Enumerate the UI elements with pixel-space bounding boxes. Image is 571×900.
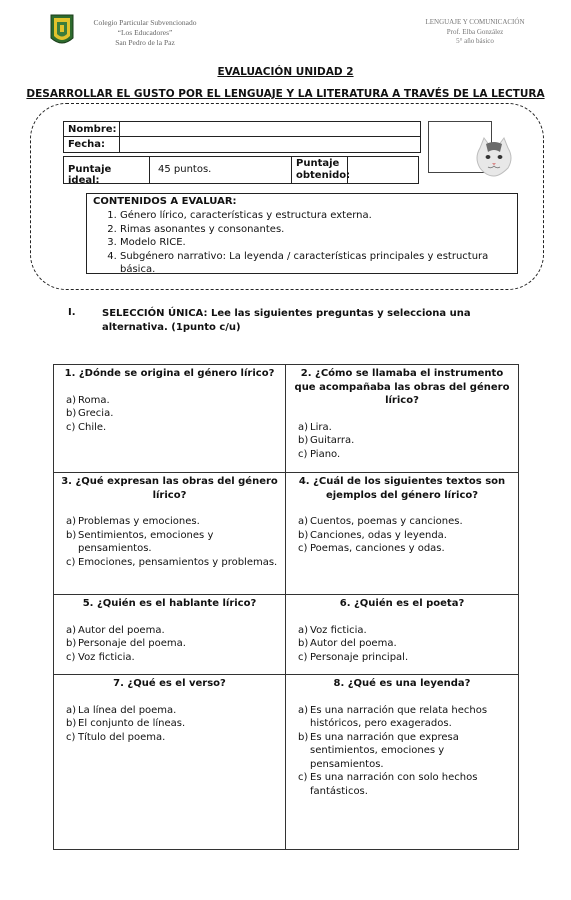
- name-row: [64, 122, 420, 137]
- option-text: Título del poema.: [78, 731, 166, 743]
- question-cell: [286, 365, 518, 473]
- question-cell: [54, 365, 286, 473]
- option-item: [60, 529, 279, 556]
- option-letter: c): [298, 651, 308, 663]
- option-text: Emociones, pensamientos y problemas.: [78, 556, 278, 568]
- option-letter: a): [298, 421, 309, 433]
- option-letter: b): [298, 435, 309, 446]
- option-text: El conjunto de líneas.: [78, 718, 186, 729]
- section-instructions: SELECCIÓN ÚNICA: Lee las siguientes preguntas y selecciona una alternativa. (1punto c/u): [102, 308, 471, 333]
- option-item: [292, 542, 512, 556]
- option-letter: b): [298, 731, 309, 743]
- question-cell: [286, 473, 518, 595]
- option-letter: c): [298, 543, 308, 554]
- questions-table: [53, 364, 519, 850]
- option-item: [60, 731, 279, 745]
- option-letter: a): [298, 704, 309, 716]
- question-text: 7. ¿Qué es el verso?: [113, 678, 226, 689]
- ideal-score-label: Puntaje ideal:: [64, 157, 150, 183]
- option-item: [60, 394, 279, 408]
- teacher-line: Prof. Elba González: [446, 27, 504, 36]
- option-item: [292, 704, 512, 731]
- option-letter: a): [66, 704, 77, 716]
- option-item: [292, 731, 512, 772]
- contents-list: [87, 209, 517, 277]
- option-item: [292, 651, 512, 665]
- date-label: Fecha:: [64, 137, 120, 152]
- page-subtitle: DESARROLLAR EL GUSTO POR EL LENGUAJE Y LA LITERATURA A TRAVÉS DE LA LECTURA: [26, 88, 545, 100]
- option-text: Autor del poema.: [310, 638, 397, 649]
- option-item: [292, 515, 512, 529]
- option-item: [60, 704, 279, 718]
- option-text: Autor del poema.: [78, 624, 165, 636]
- option-item: [292, 624, 512, 638]
- option-text: La línea del poema.: [78, 704, 177, 716]
- option-item: [292, 529, 512, 543]
- options-list: [60, 624, 279, 665]
- contents-title: CONTENIDOS A EVALUAR:: [93, 196, 237, 207]
- option-letter: c): [66, 731, 76, 743]
- option-text: Guitarra.: [310, 435, 355, 446]
- option-text: Personaje principal.: [310, 651, 409, 663]
- school-crest-icon: [50, 14, 74, 48]
- school-name: [80, 18, 210, 48]
- option-letter: b): [66, 408, 77, 419]
- question-text: 3. ¿Qué expresan las obras del género lírico?: [61, 476, 278, 501]
- option-text: Roma.: [78, 394, 110, 406]
- option-text: Cuentos, poemas y canciones.: [310, 516, 463, 527]
- name-date-table: [63, 121, 421, 153]
- options-list: [60, 394, 279, 435]
- contents-box: [86, 193, 518, 274]
- question-cell: [54, 595, 286, 675]
- options-list: [292, 624, 512, 665]
- option-letter: a): [298, 624, 309, 636]
- question-text: 4. ¿Cuál de los siguientes textos son ejemplos del género lírico?: [298, 476, 506, 501]
- option-letter: b): [66, 638, 77, 649]
- option-text: Chile.: [78, 421, 107, 433]
- options-list: [292, 515, 512, 556]
- option-item: [60, 407, 279, 421]
- school-line: “Los Educadores”: [117, 28, 173, 37]
- option-text: Lira.: [310, 421, 332, 433]
- option-letter: c): [298, 772, 308, 783]
- question-cell: [286, 675, 518, 849]
- subject-header: [410, 18, 540, 47]
- obtained-score-label: Puntaje obtenido:: [292, 157, 348, 183]
- grade-line: 5° año básico: [456, 37, 494, 45]
- option-item: [292, 448, 512, 462]
- option-item: [60, 421, 279, 435]
- option-item: [60, 637, 279, 651]
- option-text: Grecia.: [78, 408, 114, 419]
- subject-line: LENGUAJE Y COMUNICACIÓN: [425, 18, 525, 26]
- option-letter: c): [66, 556, 76, 568]
- option-text: Piano.: [310, 448, 341, 460]
- page-title: EVALUACIÓN UNIDAD 2: [217, 66, 354, 78]
- section-number: I.: [68, 307, 76, 318]
- question-text: 8. ¿Qué es una leyenda?: [333, 678, 471, 689]
- option-text: Canciones, odas y leyenda.: [310, 529, 447, 541]
- ideal-score-value: 45 puntos.: [150, 157, 292, 183]
- option-item: [60, 624, 279, 638]
- option-letter: a): [66, 516, 77, 527]
- option-letter: a): [298, 516, 309, 527]
- option-item: [292, 637, 512, 651]
- option-text: Poemas, canciones y odas.: [310, 543, 445, 554]
- options-list: [60, 515, 279, 569]
- contents-item: 4. Subgénero narrativo: La leyenda / características principales y estructura básica.: [120, 250, 517, 277]
- option-text: Es una narración que relata hechos históricos, pero exagerados.: [310, 704, 488, 729]
- option-text: Es una narración que expresa sentimientos, emociones y pensamientos.: [310, 731, 459, 770]
- date-row: [64, 137, 420, 152]
- option-item: [60, 556, 279, 570]
- question-text: 5. ¿Quién es el hablante lírico?: [82, 598, 257, 609]
- contents-item: 1. Género lírico, características y estructura externa.: [120, 209, 517, 223]
- option-item: [60, 515, 279, 529]
- cat-photo: [472, 136, 516, 178]
- option-letter: b): [66, 718, 77, 729]
- question-text: 2. ¿Cómo se llamaba el instrumento que acompañaba las obras del género lírico?: [294, 368, 510, 406]
- score-table: [63, 156, 419, 184]
- option-text: Personaje del poema.: [78, 638, 186, 649]
- question-cell: [54, 473, 286, 595]
- question-cell: [286, 595, 518, 675]
- options-list: [292, 704, 512, 799]
- option-letter: c): [66, 651, 76, 663]
- question-cell: [54, 675, 286, 849]
- option-item: [292, 771, 512, 798]
- option-letter: c): [298, 448, 308, 460]
- option-letter: a): [66, 624, 77, 636]
- school-line: Colegio Particular Subvencionado: [93, 18, 197, 27]
- option-text: Voz ficticia.: [310, 624, 367, 636]
- option-letter: b): [298, 638, 309, 649]
- option-letter: b): [298, 529, 309, 541]
- name-label: Nombre:: [64, 122, 120, 137]
- option-text: Voz ficticia.: [78, 651, 135, 663]
- option-text: Sentimientos, emociones y pensamientos.: [78, 529, 214, 554]
- question-text: 6. ¿Quién es el poeta?: [339, 598, 465, 609]
- option-text: Problemas y emociones.: [78, 516, 200, 527]
- option-item: [292, 434, 512, 448]
- school-line: San Pedro de la Paz: [115, 38, 175, 47]
- question-text: 1. ¿Dónde se origina el género lírico?: [64, 368, 275, 379]
- option-item: [60, 651, 279, 665]
- contents-item: 2. Rimas asonantes y consonantes.: [120, 223, 517, 237]
- option-item: [60, 717, 279, 731]
- option-item: [292, 421, 512, 435]
- option-letter: a): [66, 394, 77, 406]
- option-letter: c): [66, 421, 76, 433]
- options-list: [60, 704, 279, 745]
- contents-item: 3. Modelo RICE.: [120, 236, 517, 250]
- options-list: [292, 421, 512, 462]
- option-letter: b): [66, 529, 77, 541]
- option-text: Es una narración con solo hechos fantásticos.: [310, 772, 478, 797]
